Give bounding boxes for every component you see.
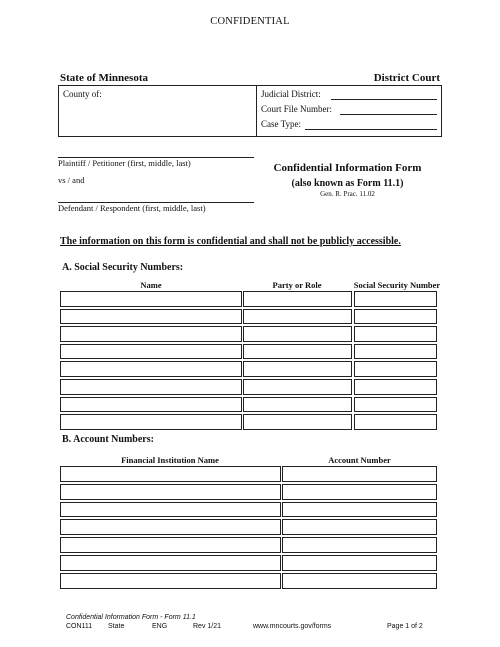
- account-table-cell[interactable]: [60, 555, 281, 571]
- court-name: District Court: [373, 72, 440, 84]
- judicial-district-label: Judicial District:: [261, 89, 321, 99]
- ssn-table-cell[interactable]: [243, 397, 352, 413]
- footer-page: Page 1 of 2: [387, 623, 423, 630]
- account-table-cell[interactable]: [60, 537, 281, 553]
- ssn-table-cell[interactable]: [60, 361, 242, 377]
- ssn-table-cell[interactable]: [354, 414, 437, 430]
- form-rule: Gen. R. Prac. 11.02: [320, 190, 375, 198]
- county-label: County of:: [63, 89, 102, 99]
- ssn-table-cell[interactable]: [60, 291, 242, 307]
- ssn-table-cell[interactable]: [243, 326, 352, 342]
- ssn-table-cell[interactable]: [354, 291, 437, 307]
- caption-box: [58, 85, 442, 137]
- judicial-district-field[interactable]: [331, 99, 437, 100]
- account-table-cell[interactable]: [60, 519, 281, 535]
- footer-state: State: [108, 623, 125, 630]
- col-account-number: Account Number: [328, 455, 391, 465]
- confidentiality-notice: The information on this form is confidential and shall not be publicly accessible.: [60, 236, 401, 247]
- confidential-header: CONFIDENTIAL: [210, 16, 290, 27]
- section-a-title: A. Social Security Numbers:: [62, 262, 184, 273]
- defendant-label: Defendant / Respondent (first, middle, last): [58, 203, 206, 213]
- vs-label: vs / and: [58, 175, 85, 185]
- account-table-cell[interactable]: [60, 466, 281, 482]
- ssn-table-cell[interactable]: [60, 344, 242, 360]
- account-table-cell[interactable]: [282, 537, 437, 553]
- court-file-number-label: Court File Number:: [261, 104, 332, 114]
- ssn-table-cell[interactable]: [243, 379, 352, 395]
- ssn-table-cell[interactable]: [354, 344, 437, 360]
- ssn-table-cell[interactable]: [354, 361, 437, 377]
- ssn-table-cell[interactable]: [243, 309, 352, 325]
- ssn-table-cell[interactable]: [354, 379, 437, 395]
- ssn-table-cell[interactable]: [60, 309, 242, 325]
- col-ssn: Social Security Number: [353, 280, 441, 290]
- case-type-field[interactable]: [305, 129, 437, 130]
- ssn-table-cell[interactable]: [60, 414, 242, 430]
- ssn-table-cell[interactable]: [60, 379, 242, 395]
- plaintiff-label: Plaintiff / Petitioner (first, middle, last): [58, 158, 191, 168]
- footer-form-name: Confidential Information Form - Form 11.1: [66, 614, 196, 621]
- court-file-number-field[interactable]: [340, 114, 437, 115]
- col-party-role: Party or Role: [272, 280, 322, 290]
- ssn-table-cell[interactable]: [354, 326, 437, 342]
- footer-rev: Rev 1/21: [193, 623, 222, 630]
- account-table-cell[interactable]: [60, 484, 281, 500]
- ssn-table-cell[interactable]: [354, 309, 437, 325]
- account-table-cell[interactable]: [60, 573, 281, 589]
- form-aka: (also known as Form 11.1): [291, 178, 404, 189]
- ssn-table-cell[interactable]: [243, 291, 352, 307]
- ssn-table-cell[interactable]: [60, 397, 242, 413]
- account-table-cell[interactable]: [282, 573, 437, 589]
- ssn-table-cell[interactable]: [60, 326, 242, 342]
- ssn-table-cell[interactable]: [243, 414, 352, 430]
- state-name: State of Minnesota: [60, 72, 148, 84]
- account-table-cell[interactable]: [282, 502, 437, 518]
- account-table-cell[interactable]: [282, 555, 437, 571]
- account-table-cell[interactable]: [282, 466, 437, 482]
- ssn-table-cell[interactable]: [354, 397, 437, 413]
- ssn-table-cell[interactable]: [243, 361, 352, 377]
- account-table-cell[interactable]: [282, 519, 437, 535]
- col-name: Name: [140, 280, 162, 290]
- caption-divider: [256, 86, 257, 136]
- case-type-label: Case Type:: [261, 119, 301, 129]
- section-b-title: B. Account Numbers:: [62, 434, 154, 445]
- footer-code: CON111: [66, 623, 93, 630]
- ssn-table-cell[interactable]: [243, 344, 352, 360]
- account-table-cell[interactable]: [282, 484, 437, 500]
- col-financial-institution: Financial Institution Name: [121, 455, 219, 465]
- footer-lang: ENG: [152, 623, 168, 630]
- form-title: Confidential Information Form: [273, 162, 422, 174]
- footer-url: www.mncourts.gov/forms: [253, 623, 332, 630]
- account-table-cell[interactable]: [60, 502, 281, 518]
